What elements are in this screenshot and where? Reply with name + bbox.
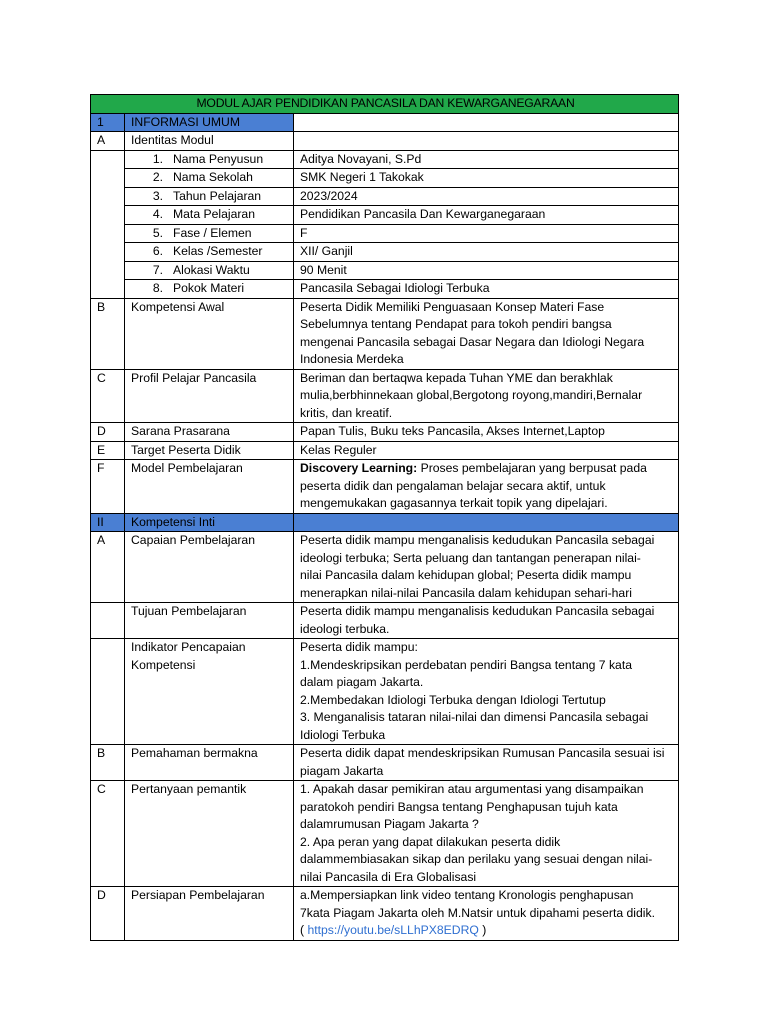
section-2-row <box>91 513 679 532</box>
item-label: Alokasi Waktu <box>173 262 250 277</box>
identitas-item-label-cell <box>125 206 294 225</box>
identitas-item-label-cell <box>125 187 294 206</box>
item-number: 3. <box>152 188 163 203</box>
text-line: ideologi terbuka. <box>300 621 390 636</box>
text-line: Sebelumnya tentang Pendapat para tokoh pendiri bangsa <box>300 317 612 331</box>
text-line: mulia,berbhinnekaan global,Bergotong royong,mandiri,Bernalar <box>300 388 643 402</box>
text-line <box>300 460 674 478</box>
model-value <box>294 460 679 514</box>
capaian-value <box>294 532 679 603</box>
tujuan-row <box>91 603 679 639</box>
item-label: Mata Pelajaran <box>173 207 255 221</box>
text-line: mengenai Pancasila sebagai Dasar Negara dan Idiologi Negara <box>300 334 645 349</box>
kompetensi-awal-letter: B <box>91 298 125 369</box>
text-line: paratokoh pendiri Bangsa tentang Penghapusan tujuh kata <box>300 799 618 814</box>
identitas-item-row <box>91 206 679 225</box>
persiapan-value <box>294 887 679 941</box>
section-1-label: INFORMASI UMUM <box>125 113 294 132</box>
target-row <box>91 441 679 460</box>
item-number: 8. <box>152 281 163 295</box>
item-number: 7. <box>152 262 163 277</box>
identitas-item-value: 2023/2024 <box>294 187 679 206</box>
item-number: 6. <box>152 244 163 258</box>
item-number: 2. <box>152 170 163 184</box>
identitas-item-row <box>91 243 679 262</box>
text-line: 1.Mendeskripsikan perdebatan pendiri Bangsa tentang 7 kata <box>300 657 632 672</box>
text-line: ideologi terbuka; Serta peluang dan tantangan penerapan nilai- <box>300 550 641 565</box>
text-line: dalamrumusan Piagam Jakarta ? <box>300 817 479 831</box>
item-label: Tahun Pelajaran <box>173 188 262 203</box>
target-letter: E <box>91 441 125 460</box>
text-line: peserta didik dan pengalaman belajar secara aktif, untuk <box>300 478 606 493</box>
pertanyaan-label: Pertanyaan pemantik <box>125 781 294 887</box>
identitas-items-letter-cell <box>91 150 125 298</box>
model-name: Discovery Learning: <box>300 461 418 475</box>
model-letter: F <box>91 460 125 514</box>
capaian-letter: A <box>91 532 125 603</box>
identitas-item-value: 90 Menit <box>294 261 679 280</box>
text-line: kritis, dan kreatif. <box>300 405 393 420</box>
text-line: Peserta didik mampu menganalisis kedudukan Pancasila sebagai <box>300 533 655 547</box>
capaian-row <box>91 532 679 603</box>
item-number: 1. <box>152 151 163 166</box>
identitas-item-value: SMK Negeri 1 Takokak <box>294 169 679 188</box>
section-1-empty <box>294 113 679 132</box>
text-line: menerapkan nilai-nilai Pancasila dalam kehidupan sehari-hari <box>300 585 632 600</box>
indikator-value <box>294 639 679 745</box>
pemahaman-row <box>91 745 679 781</box>
text-line: Idiologi Terbuka <box>300 727 386 742</box>
model-label: Model Pembelajaran <box>125 460 294 514</box>
identitas-item-row <box>91 150 679 169</box>
section-2-label: Kompetensi Inti <box>125 513 294 532</box>
identitas-item-row <box>91 169 679 188</box>
pertanyaan-value <box>294 781 679 887</box>
identitas-item-label-cell <box>125 261 294 280</box>
label-line: Kompetensi <box>131 657 196 672</box>
youtube-link[interactable]: https://youtu.be/sLLhPX8EDRQ <box>307 923 479 937</box>
text-line: 7kata Piagam Jakarta oleh M.Natsir untuk dipahami peserta didik. <box>300 905 655 920</box>
section-2-number: II <box>91 513 125 532</box>
text-line: nilai Pancasila dalam kehidupan global; Peserta didik mampu <box>300 568 632 582</box>
persiapan-letter: D <box>91 887 125 941</box>
sarana-letter: D <box>91 423 125 442</box>
item-number: 5. <box>152 225 163 240</box>
pemahaman-value <box>294 745 679 781</box>
identitas-row <box>91 132 679 151</box>
pemahaman-letter: B <box>91 745 125 781</box>
persiapan-row <box>91 887 679 941</box>
profil-pelajar-value <box>294 369 679 423</box>
paren-close: ) <box>478 923 487 937</box>
identitas-item-label-cell <box>125 280 294 299</box>
model-description: Proses pembelajaran yang berpusat pada <box>417 461 647 475</box>
target-value: Kelas Reguler <box>294 441 679 460</box>
indikator-row <box>91 639 679 745</box>
kompetensi-awal-row <box>91 298 679 369</box>
item-label: Kelas /Semester <box>173 244 263 258</box>
kompetensi-awal-value <box>294 298 679 369</box>
indikator-letter-empty <box>91 639 125 745</box>
identitas-item-row <box>91 261 679 280</box>
text-line: nilai Pancasila di Era Globalisasi <box>300 869 477 884</box>
sarana-row <box>91 423 679 442</box>
text-line: a.Mempersiapkan link video tentang Kronologis penghapusan <box>300 888 634 902</box>
section-1-number: 1 <box>91 113 125 132</box>
item-number: 4. <box>152 207 163 221</box>
pertanyaan-letter: C <box>91 781 125 887</box>
text-line: Indonesia Merdeka <box>300 352 404 366</box>
paren-open: ( <box>300 923 308 937</box>
identitas-item-value: Aditya Novayani, S.Pd <box>294 150 679 169</box>
identitas-item-value: F <box>294 224 679 243</box>
module-table <box>90 94 679 941</box>
tujuan-value <box>294 603 679 639</box>
model-row <box>91 460 679 514</box>
label-line: Indikator Pencapaian <box>131 640 246 654</box>
text-line: dalammembiasakan sikap dan perilaku yang sesuai dengan nilai- <box>300 852 653 866</box>
tujuan-label: Tujuan Pembelajaran <box>125 603 294 639</box>
pertanyaan-row <box>91 781 679 887</box>
identitas-item-label-cell <box>125 224 294 243</box>
text-line: Peserta didik dapat mendeskripsikan Rumusan Pancasila sesuai isi <box>300 746 665 760</box>
text-line: 2.Membedakan Idiologi Terbuka dengan Idiologi Tertutup <box>300 692 606 707</box>
text-line: mengemukakan gagasannya terkait topik yang dipelajari. <box>300 496 608 510</box>
module-title: MODUL AJAR PENDIDIKAN PANCASILA DAN KEWARGANEGARAAN <box>91 95 679 114</box>
identitas-item-value: XII/ Ganjil <box>294 243 679 262</box>
sarana-value: Papan Tulis, Buku teks Pancasila, Akses Internet,Laptop <box>294 423 679 442</box>
section-2-empty <box>294 513 679 532</box>
identitas-item-value: Pendidikan Pancasila Dan Kewarganegaraan <box>294 206 679 225</box>
profil-pelajar-row <box>91 369 679 423</box>
text-line: 2. Apa peran yang dapat dilakukan peserta didik <box>300 834 561 849</box>
text-line: 1. Apakah dasar pemikiran atau argumentasi yang disampaikan <box>300 782 644 796</box>
profil-pelajar-letter: C <box>91 369 125 423</box>
sarana-label: Sarana Prasarana <box>125 423 294 442</box>
text-line: Peserta didik mampu: <box>300 640 418 654</box>
text-line: piagam Jakarta <box>300 763 384 778</box>
item-label: Nama Sekolah <box>173 170 253 184</box>
identitas-item-label-cell <box>125 169 294 188</box>
identitas-item-row <box>91 187 679 206</box>
target-label: Target Peserta Didik <box>125 441 294 460</box>
text-line: dalam piagam Jakarta. <box>300 675 424 689</box>
item-label: Nama Penyusun <box>173 151 264 166</box>
capaian-label: Capaian Pembelajaran <box>125 532 294 603</box>
text-line: Beriman dan bertaqwa kepada Tuhan YME dan berakhlak <box>300 370 613 385</box>
text-line: Peserta didik mampu menganalisis kedudukan Pancasila sebagai <box>300 604 655 618</box>
identitas-item-label-cell <box>125 150 294 169</box>
title-row <box>91 95 679 114</box>
identitas-item-value: Pancasila Sebagai Idiologi Terbuka <box>294 280 679 299</box>
identitas-empty <box>294 132 679 151</box>
item-label: Pokok Materi <box>173 281 245 295</box>
text-line <box>300 922 674 940</box>
profil-pelajar-label: Profil Pelajar Pancasila <box>125 369 294 423</box>
identitas-item-row <box>91 280 679 299</box>
item-label: Fase / Elemen <box>173 225 252 240</box>
tujuan-letter-empty <box>91 603 125 639</box>
identitas-item-row <box>91 224 679 243</box>
persiapan-label: Persiapan Pembelajaran <box>125 887 294 941</box>
pemahaman-label: Pemahaman bermakna <box>125 745 294 781</box>
indikator-label <box>125 639 294 745</box>
kompetensi-awal-label: Kompetensi Awal <box>125 298 294 369</box>
identitas-label: Identitas Modul <box>125 132 294 151</box>
identitas-item-label-cell <box>125 243 294 262</box>
section-1-row <box>91 113 679 132</box>
text-line: Peserta Didik Memiliki Penguasaan Konsep Materi Fase <box>300 299 605 314</box>
identitas-letter: A <box>91 132 125 151</box>
text-line: 3. Menganalisis tataran nilai-nilai dan dimensi Pancasila sebagai <box>300 710 649 724</box>
